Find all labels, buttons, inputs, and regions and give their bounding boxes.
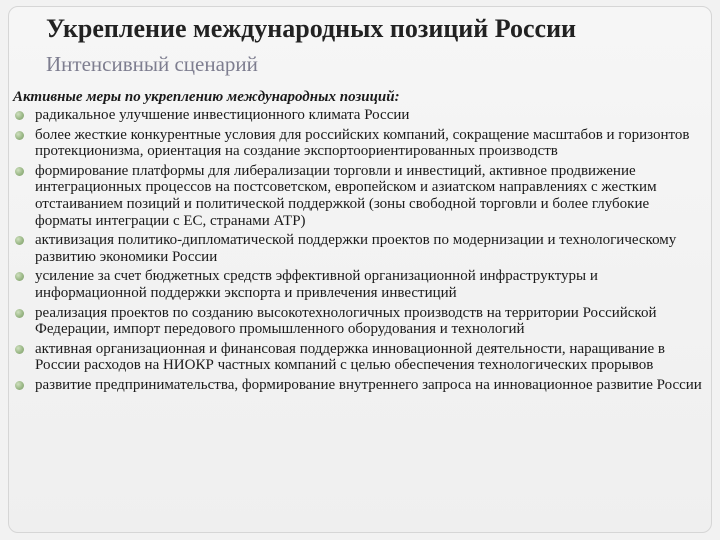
slide-content xyxy=(13,88,703,397)
list-item xyxy=(13,341,703,374)
list-item xyxy=(13,163,703,229)
list-item xyxy=(13,305,703,338)
bullet-icon xyxy=(15,381,24,390)
list-item-text: активная организационная и финансовая поддержка инновационной деятельности, наращивание в России расходов на НИОКР частных компаний с целью обеспечения технологических прорывов xyxy=(35,340,665,374)
list-item-text: усиление за счет бюджетных средств эффективной организационной инфраструктуры и информационной поддержки экспорта и привлечения инвестиций xyxy=(35,268,598,301)
bullet-list xyxy=(13,107,703,394)
bullet-icon xyxy=(15,236,24,245)
list-item xyxy=(13,107,703,124)
bullet-icon xyxy=(15,131,24,140)
list-item xyxy=(13,377,703,394)
list-item-text: развитие предпринимательства, формирование внутреннего запроса на инновационное развитие России xyxy=(35,376,702,393)
bullet-icon xyxy=(15,111,24,120)
bullet-icon xyxy=(15,345,24,354)
list-item xyxy=(13,268,703,301)
list-item-text: реализация проектов по созданию высокотехнологичных производств на территории Российской Федерации, импорт передового промышленного оборудования и технологий xyxy=(35,304,657,338)
bullet-icon xyxy=(15,272,24,281)
bullet-icon xyxy=(15,309,24,318)
slide-title: Укрепление международных позиций России xyxy=(46,14,577,43)
list-item-text: активизация политико-дипломатической поддержки проектов по модернизации и технологическому развитию экономики России xyxy=(35,232,677,265)
list-item-text: формирование платформы для либерализации торговли и инвестиций, активное продвижение интеграционных процессов на постсоветском, европейском и азиатском направлениях с жестким отстаиванием позиций и политической поддержкой (зоны свободной торговли и более глубокие форматы интеграции с ЕС, странами АТР) xyxy=(35,162,657,229)
list-item xyxy=(13,232,703,265)
section-heading: Активные меры по укреплению международных позиций: xyxy=(13,89,400,105)
list-item xyxy=(13,127,703,160)
slide-subtitle: Интенсивный сценарий xyxy=(46,52,258,76)
list-item-text: более жесткие конкурентные условия для российских компаний, сокращение масштабов и горизонтов протекционизма, ориентация на создание экспортоориентированных производств xyxy=(35,126,690,160)
list-item-text: радикальное улучшение инвестиционного климата России xyxy=(35,107,410,123)
bullet-icon xyxy=(15,167,24,176)
